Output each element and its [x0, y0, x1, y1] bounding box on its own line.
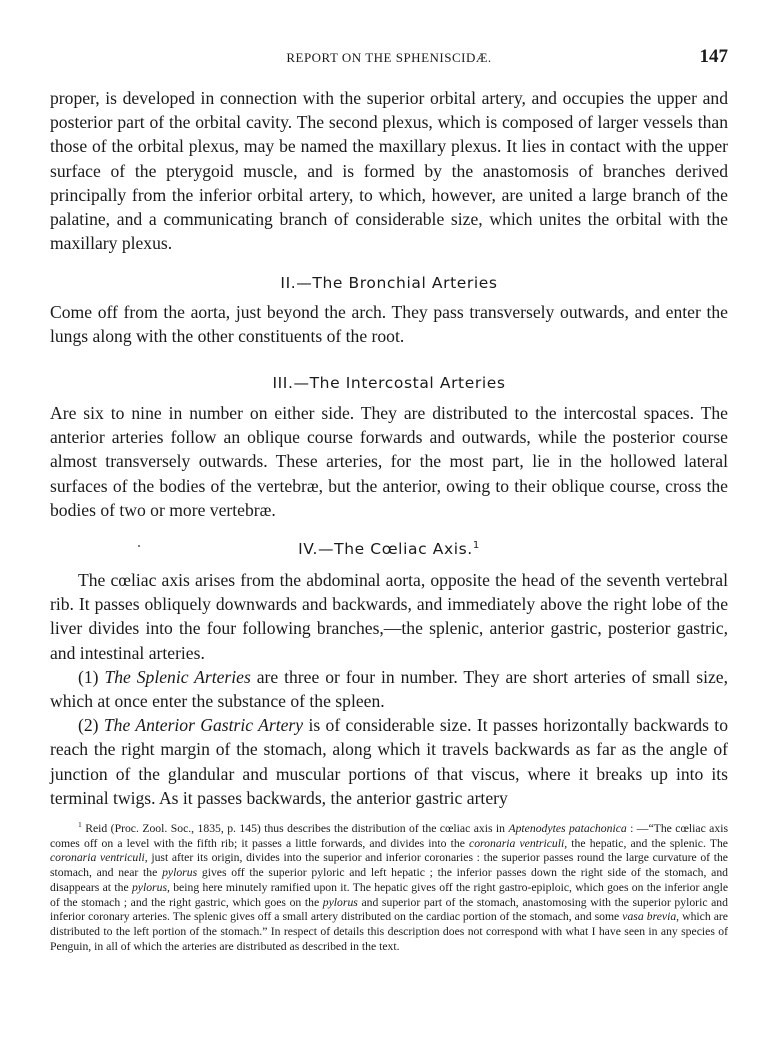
item-number: (1)	[78, 666, 99, 687]
section-heading-coeliac	[50, 540, 728, 558]
section-body-coeliac: The cœliac axis arises from the abdominal aorta, opposite the head of the seventh vertebral rib. It passes obliquely downwards and backwards, and immediately above the right lobe of the liver divides into the four following branches,—the splenic, anterior gastric, posterior gastric, and intestinal arteries.	[50, 570, 728, 663]
footnote-block	[50, 822, 728, 954]
section-heading-coeliac-text: IV.—The Cœliac Axis.	[298, 540, 473, 558]
item-title: The Splenic Arteries	[104, 666, 251, 687]
footnote-text: Reid (Proc. Zool. Soc., 1835, p. 145) thus describes the distribution of the cœliac axis in	[81, 822, 509, 835]
print-speck	[138, 545, 140, 547]
section-heading-bronchial: II.—The Bronchial Arteries	[280, 274, 498, 292]
intro-paragraph: proper, is developed in connection with the superior orbital artery, and occupies the upper and posterior part of the orbital cavity. The second plexus, which is composed of larger vessels than those of the orbital plexus, may be named the maxillary plexus. It lies in contact with the upper surface of the pterygoid muscle, and is formed by the anastomosis of branches derived principally from the inferior orbital artery, to which, however, are united a large branch of the palatine, and a communicating branch of considerable size, which unites the orbital with the maxillary plexus.	[50, 88, 728, 254]
page-header	[50, 46, 728, 70]
footnote-italic-term: Aptenodytes patachonica	[508, 822, 627, 835]
footnote-text: , being here minutely ramified upon it. The hepatic gives off the right gastro-epiploic, which goes on the inferior angle of the stomach ; and the right gastric, which goes on the	[50, 880, 729, 909]
section-body-coeliac-block	[50, 568, 728, 810]
running-title: REPORT ON THE SPHENISCIDÆ.	[286, 50, 492, 65]
item-number: (2)	[78, 715, 99, 736]
section-heading-intercostal: III.—The Intercostal Arteries	[272, 374, 506, 392]
footnote-text: gives off the superior pyloric and left hepatic ; the inferior passes down the right side of the stomach, and disappears at the	[50, 866, 729, 894]
footnote-italic-term: coronaria ventriculi	[469, 836, 565, 850]
footnote-italic-term: pylorus	[322, 895, 358, 909]
section-body-bronchial-block	[50, 300, 728, 348]
footnote-text: : —“The cœliac axis comes off on a level with the fifth rib; it passes a little forwards, and divides into the	[50, 822, 728, 850]
page-number: 147	[699, 46, 728, 67]
footnote-italic-term: vasa brevia	[622, 910, 677, 924]
item-title: The Anterior Gastric Artery	[103, 715, 304, 736]
footnote-text: , just after its origin, divides into the superior and inferior coronaries : the superior passes round the large curvature of the stomach, and near the	[50, 851, 728, 880]
footnote-text: , the hepatic, and the splenic. The	[564, 836, 728, 850]
section-body-intercostal: Are six to nine in number on either side. They are distributed to the intercostal spaces. The anterior arteries follow an oblique course forwards and outwards, while the posterior course almost transversely outwards. These arteries, for the most part, lie in the hollowed lateral surfaces of the bodies of the vertebræ, but the anterior, owing to their oblique course, cross the bodies of two or more vertebræ.	[50, 403, 728, 520]
footnote-italic-term: pylorus	[131, 880, 167, 894]
coeliac-item-splenic	[50, 665, 728, 713]
item-text: are three or four in number. They are short arteries of small size, which at once enter the substance of the spleen.	[50, 666, 728, 712]
footnote-mark: 1	[78, 820, 82, 830]
footnote-text: and superior part of the stomach, anastomosing with the superior pyloric and inferior coronary arteries. The splenic gives off a small artery distributed on the cardiac portion of the stomach, and some	[50, 895, 728, 924]
footnote-text: , which are distributed to the left portion of the stomach.” In respect of details this description does not correspond with what I have seen in any species of Penguin, in all of which the arteries are distributed as described in the text.	[50, 910, 728, 953]
footnote-reference-mark[interactable]: 1	[472, 539, 480, 551]
intro-paragraph-block	[50, 86, 728, 255]
footnote-italic-term: pylorus	[162, 866, 198, 880]
coeliac-item-anterior-gastric	[50, 713, 728, 810]
section-body-bronchial: Come off from the aorta, just beyond the arch. They pass transversely outwards, and enter the lungs along with the other constituents of the root.	[50, 302, 728, 347]
footnote	[50, 822, 728, 954]
footnote-italic-term: coronaria ventriculi	[50, 851, 145, 865]
section-body-intercostal-block	[50, 401, 728, 522]
item-text: is of considerable size. It passes horizontally backwards to reach the right margin of the stomach, along which it travels backwards as far as the angle of junction of the glandular and muscular portions of that viscus, where it breaks up into its terminal twigs. As it passes backwards, the anterior gastric artery	[50, 715, 728, 808]
